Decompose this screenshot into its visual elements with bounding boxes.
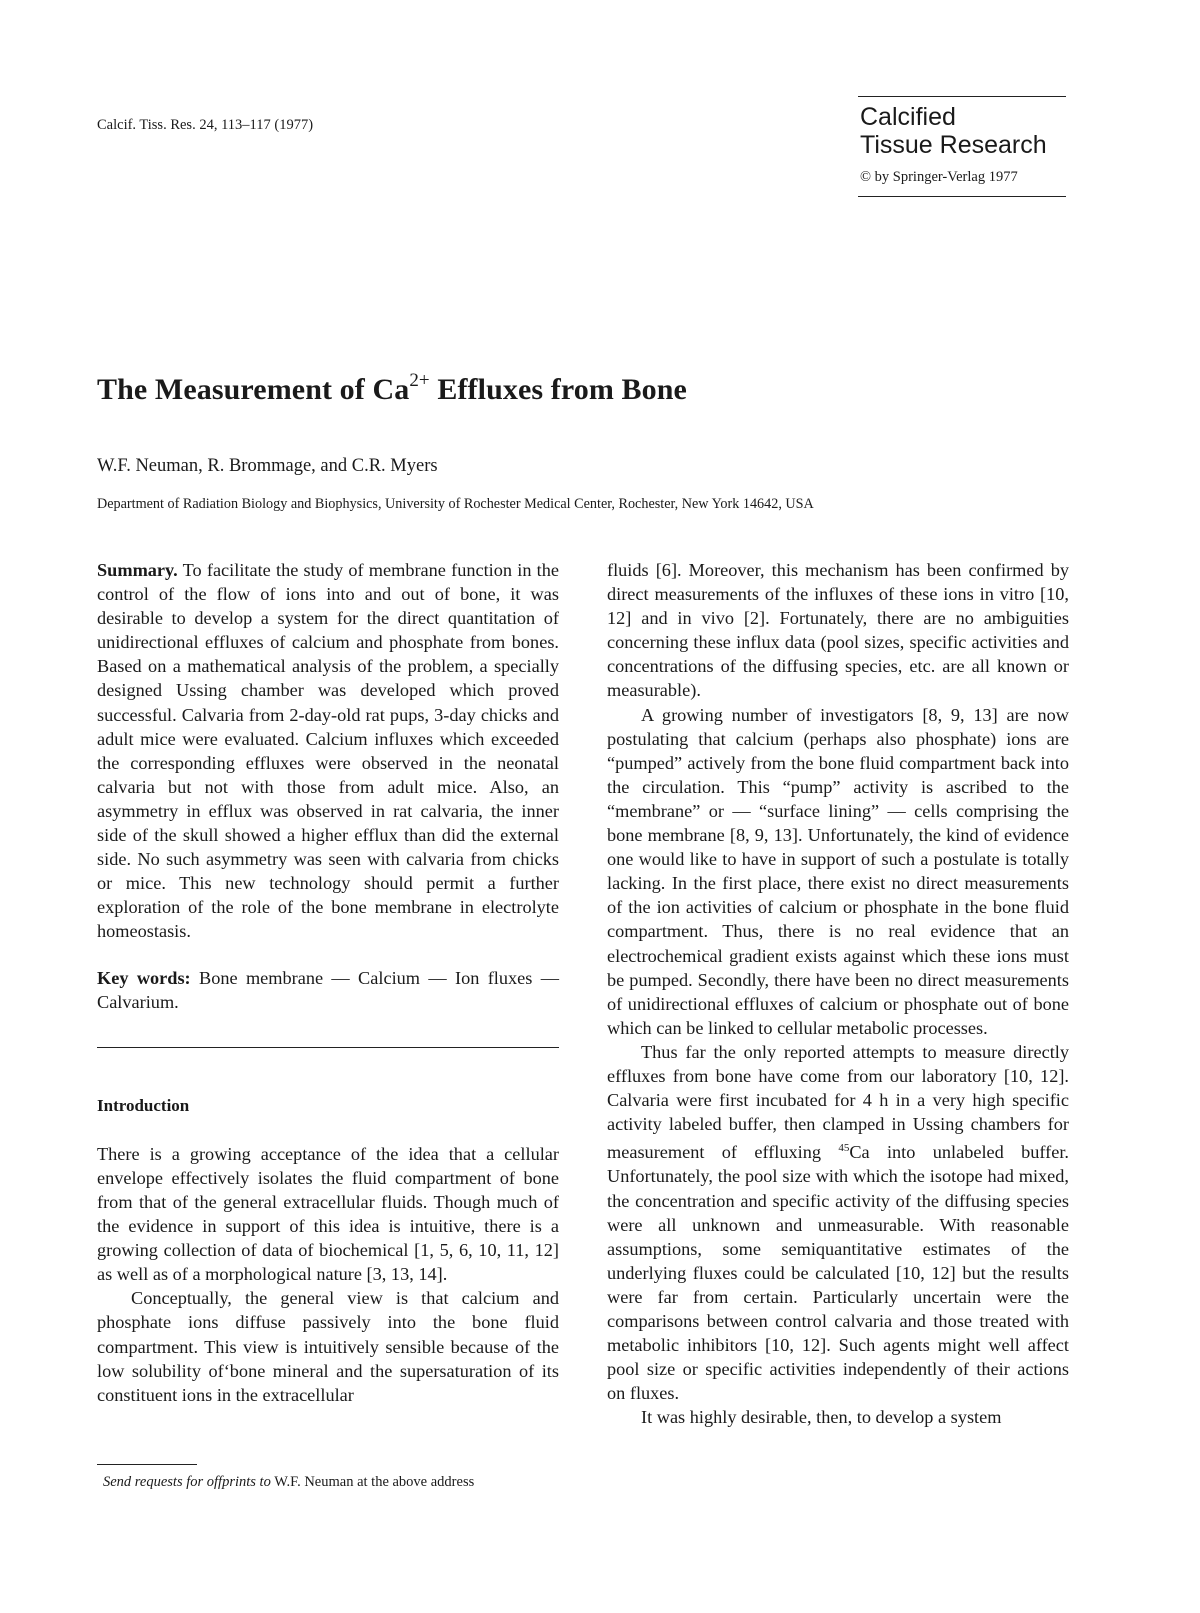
title-text-after: Effluxes from Bone — [429, 373, 687, 406]
footnote-text: W.F. Neuman at the above address — [270, 1474, 475, 1490]
keywords-paragraph — [97, 966, 559, 1014]
author-list: W.F. Neuman, R. Brommage, and C.R. Myers — [97, 456, 438, 476]
article-title — [97, 372, 687, 407]
copyright-notice: © by Springer-Verlag 1977 — [860, 169, 1018, 185]
section-divider — [97, 1047, 559, 1048]
offprint-footnote — [103, 1474, 474, 1491]
left-column — [97, 558, 559, 1407]
summary-label: Summary. — [97, 560, 178, 580]
introduction-paragraph-1: There is a growing acceptance of the idea that a cellular envelope effectively isolates the fluid compartment of bone from that of the general extracellular fluids. Though much of the evidence in support of this idea is intuitive, there is a growing collection of data of biochemical [1, 5, 6, 10, 11, 12] as well as of a morphological nature [3, 13, 14]. — [97, 1143, 559, 1285]
introduction-heading: Introduction — [97, 1095, 190, 1115]
right-column — [607, 558, 1069, 1429]
right-paragraph-2: A growing number of investigators [8, 9, 13] are now postulating that calcium (perhaps also phosphate) ions are “pumped” actively from the bone fluid compartment back into the circulation. This “pump” activity is ascribed to the “membrane” or — “surface lining” — cells comprising the bone membrane [8, 9, 13]. Unfortunately, the kind of evidence one would like to have in support of such a postulate is totally lacking. In the first place, there exist no direct measurements of the ion activities of calcium or phosphate in the bone fluid compartment. Thus, there is no real evidence that an electrochemical gradient exists against which these ions must be pumped. Secondly, there have been no direct measurements of unidirectional effluxes of calcium or phosphate out of bone which can be linked to cellular metabolic processes. — [607, 704, 1069, 1038]
summary-paragraph — [97, 558, 559, 944]
footnote-divider — [97, 1464, 197, 1465]
summary-text: To facilitate the study of membrane function in the control of the flow of ions into and out of bone, it was desirable to develop a system for the direct quantitation of unidirectional effluxes of calcium and phosphate from bones. Based on a mathematical analysis of the problem, a specially designed Ussing chamber was developed which proved successful. Calvaria from 2-day-old rat pups, 3-day chicks and adult mice were evaluated. Calcium influxes which exceeded the corresponding effluxes were observed in the neonatal calvaria but not with those from adult mice. Also, an asymmetry in efflux was observed in rat calvaria, the inner side of the skull showed a higher efflux than did the external side. No such asymmetry was seen with calvaria from chicks or mice. This new technology should permit a further exploration of the role of the bone membrane in electrolyte homeostasis. — [97, 560, 559, 942]
right-paragraph-1: fluids [6]. Moreover, this mechanism has been confirmed by direct measurements of the influxes of these ions in vitro [10, 12] and in vivo [2]. Fortunately, there are no ambiguities concerning these influx data (pool sizes, specific activities and concentrations of the diffusing species, etc. are all known or measurable). — [607, 560, 1069, 701]
journal-masthead — [858, 96, 1066, 197]
author-affiliation: Department of Radiation Biology and Biophysics, University of Rochester Medical Center, Rochester, New York 14642, USA — [97, 496, 814, 512]
journal-citation: Calcif. Tiss. Res. 24, 113–117 (1977) — [97, 117, 314, 133]
introduction-paragraph-2: Conceptually, the general view is that calcium and phosphate ions diffuse passively into the bone fluid compartment. This view is intuitively sensible because of the low solubility of‘bone mineral and the supersaturation of its constituent ions in the extracellular — [97, 1288, 559, 1405]
keywords-text: Bone membrane — Calcium — Ion fluxes — Calvarium. — [97, 967, 559, 1012]
right-paragraph-3 — [607, 1040, 1069, 1406]
title-superscript: 2+ — [409, 370, 430, 391]
right-paragraph-3-after: Ca into unlabeled buffer. Unfortunately, the pool size with which the isotope had mixed, the concentration and specific activity of the diffusing species were all unknown and unmeasurable. With reasonable assumptions, some semiquantitative estimates of the underlying fluxes could be calculated [10, 12] but the results were far from certain. Particularly uncertain were the comparisons between control calvaria and those treated with metabolic inhibitors [10, 12]. Such agents might well affect pool size or specific activities independently of their actions on fluxes. — [607, 1142, 1069, 1404]
right-paragraph-3-before: Thus far the only reported attempts to measure directly effluxes from bone have come from our laboratory [10, 12]. Calvaria were first incubated for 4 h in a very high specific activity labeled buffer, then clamped in Ussing chambers for measurement of effluxing — [607, 1041, 1069, 1163]
footnote-italic: Send requests for offprints to — [103, 1474, 271, 1490]
journal-name-line2: Tissue Research — [860, 131, 1047, 159]
title-text-before: The Measurement of Ca — [97, 373, 410, 406]
journal-name-line1: Calcified — [860, 103, 956, 131]
right-paragraph-4: It was highly desirable, then, to develop a system — [641, 1407, 1002, 1428]
isotope-superscript: 45 — [838, 1142, 850, 1155]
keywords-label: Key words: — [97, 967, 191, 988]
